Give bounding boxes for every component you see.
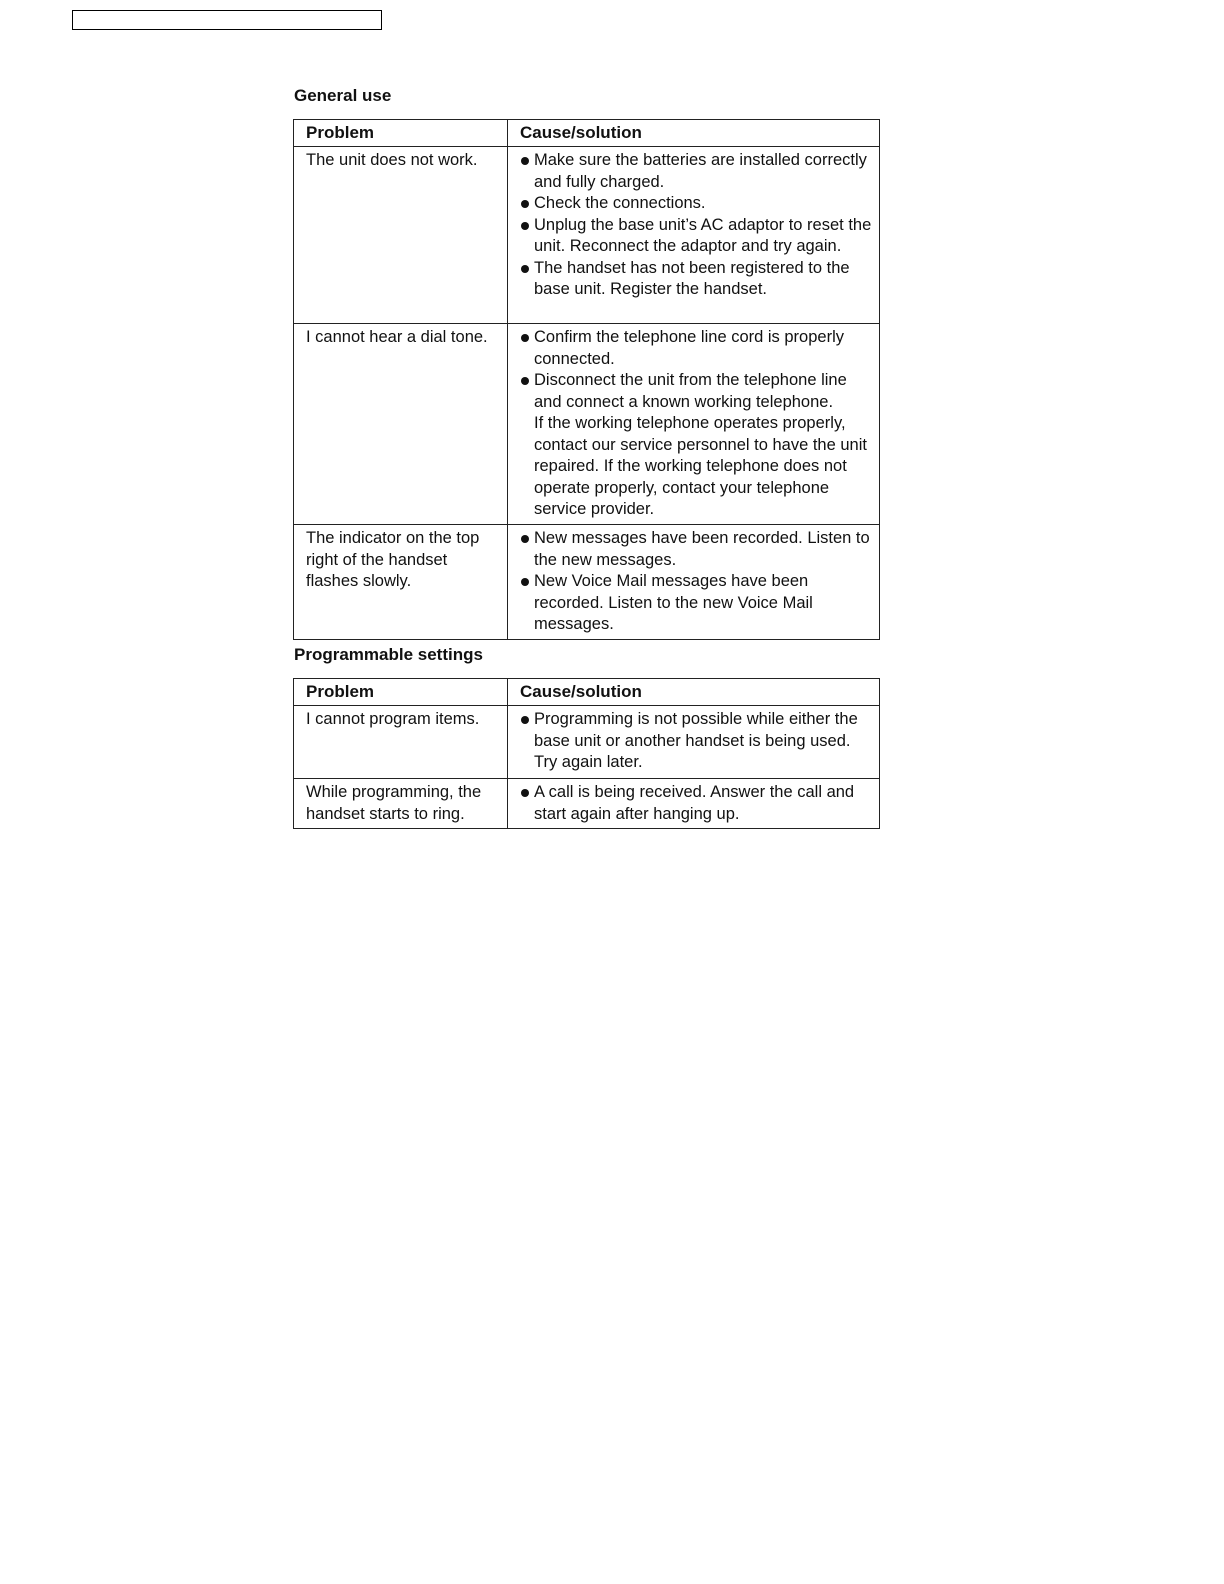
cause-item: Programming is not possible while either the base unit or another handset is being used. Try again later. (520, 709, 877, 774)
programmable-settings-table (293, 678, 880, 829)
cause-item: A call is being received. Answer the call and start again after hanging up. (520, 782, 877, 825)
cause-item: Confirm the telephone line cord is properly connected. (520, 327, 877, 370)
cause-list (520, 150, 877, 301)
header-box (72, 10, 382, 30)
table-row (294, 147, 880, 324)
cause-item (520, 370, 877, 521)
cause-list (520, 782, 877, 825)
cause-item: Unplug the base unit’s AC adaptor to reset the unit. Reconnect the adaptor and try again. (520, 215, 877, 258)
cause-list (520, 528, 877, 636)
problem-cell: I cannot program items. (294, 706, 508, 779)
table-row (294, 525, 880, 640)
table-row (294, 324, 880, 525)
cause-cell (508, 779, 880, 829)
cause-item-text: Disconnect the unit from the telephone line and connect a known working telephone. (534, 371, 847, 411)
column-header-problem: Problem (294, 679, 508, 706)
column-header-problem: Problem (294, 120, 508, 147)
cause-cell (508, 706, 880, 779)
cause-list (520, 709, 877, 774)
cause-note: If the working telephone operates properly, contact our service personnel to have the unit repaired. If the working telephone does not operate properly, contact your telephone service provider. (534, 414, 867, 518)
table-row (294, 779, 880, 829)
cause-item: New messages have been recorded. Listen to the new messages. (520, 528, 877, 571)
problem-cell: While programming, the handset starts to ring. (294, 779, 508, 829)
problem-cell: I cannot hear a dial tone. (294, 324, 508, 525)
column-header-cause: Cause/solution (508, 120, 880, 147)
cause-item: Check the connections. (520, 193, 877, 215)
cause-cell (508, 147, 880, 324)
cause-cell (508, 525, 880, 640)
cause-item: The handset has not been registered to the base unit. Register the handset. (520, 258, 877, 301)
section-title-general-use: General use (294, 86, 392, 105)
table-header-row (294, 679, 880, 706)
column-header-cause: Cause/solution (508, 679, 880, 706)
section-title-programmable-settings: Programmable settings (294, 645, 483, 664)
problem-cell: The indicator on the top right of the handset flashes slowly. (294, 525, 508, 640)
problem-cell: The unit does not work. (294, 147, 508, 324)
general-use-table (293, 119, 880, 640)
cause-item: Make sure the batteries are installed correctly and fully charged. (520, 150, 877, 193)
table-header-row (294, 120, 880, 147)
cause-item: New Voice Mail messages have been recorded. Listen to the new Voice Mail messages. (520, 571, 877, 636)
cause-cell (508, 324, 880, 525)
table-row (294, 706, 880, 779)
cause-list (520, 327, 877, 521)
